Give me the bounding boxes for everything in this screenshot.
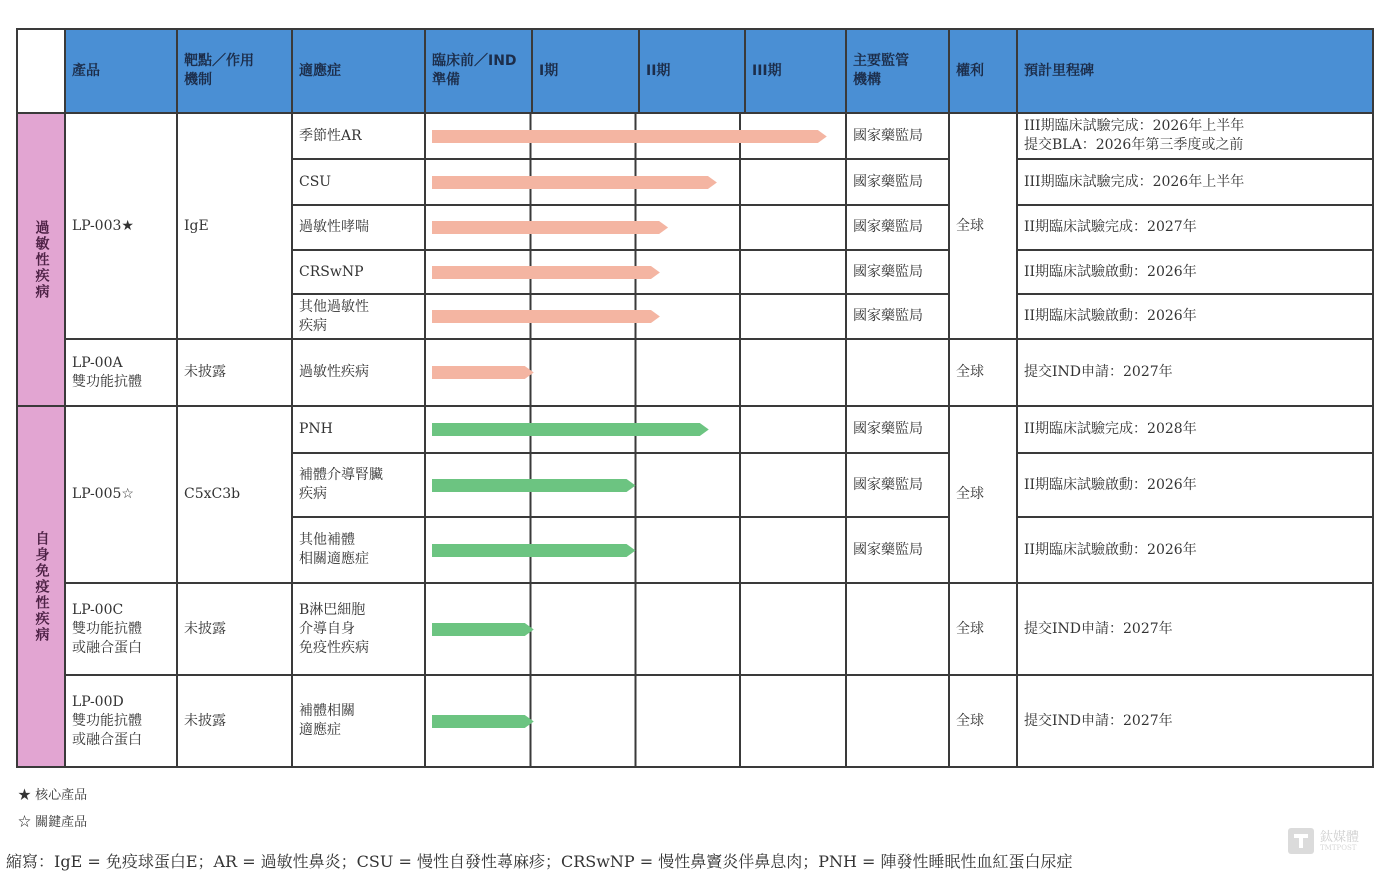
stage-progress-bar	[432, 479, 636, 492]
product-name: LP-003★	[65, 113, 177, 339]
stage-progress-cell	[425, 294, 846, 339]
indication-name: 其他過敏性 疾病	[292, 294, 425, 339]
therapeutic-area-cell	[17, 406, 65, 767]
therapeutic-area-label: 過敏性疾病	[33, 219, 50, 300]
stage-progress-bar	[432, 221, 668, 234]
regulator: 國家藥監局	[846, 205, 949, 250]
milestone: III期臨床試驗完成：2026年上半年 提交BLA：2026年第三季度或之前	[1017, 113, 1373, 159]
pipeline-row	[17, 406, 1373, 453]
indication-name: B淋巴細胞 介導自身 免疫性疾病	[292, 583, 425, 675]
stage-progress-bar	[432, 623, 534, 636]
stage-progress-arrow	[432, 422, 839, 437]
regulator: 國家藥監局	[846, 453, 949, 517]
indication-name: 過敏性疾病	[292, 339, 425, 406]
stage-progress-arrow	[432, 309, 839, 324]
rights: 全球	[949, 113, 1017, 339]
header-corner	[17, 29, 65, 113]
therapeutic-area-cell	[17, 113, 65, 406]
stage-progress-bar	[432, 544, 636, 557]
stage-progress-arrow	[432, 714, 839, 729]
stage-progress-bar	[432, 266, 660, 279]
watermark-sub: TMTPOST	[1320, 843, 1357, 852]
stage-progress-arrow	[432, 543, 839, 558]
product-target: 未披露	[177, 675, 292, 767]
stage-progress-cell	[425, 675, 846, 767]
stage-progress-cell	[425, 517, 846, 583]
stage-progress-arrow	[432, 129, 839, 144]
stage-progress-arrow	[432, 220, 839, 235]
milestone: II期臨床試驗完成：2028年	[1017, 406, 1373, 453]
product-name: LP-00A 雙功能抗體	[65, 339, 177, 406]
tmtpost-logo-icon	[1288, 828, 1314, 854]
rights: 全球	[949, 675, 1017, 767]
watermark-text: 鈦媒體	[1320, 829, 1360, 845]
stage-progress-cell	[425, 339, 846, 406]
regulator	[846, 583, 949, 675]
rights: 全球	[949, 583, 1017, 675]
indication-name: 其他補體 相關適應症	[292, 517, 425, 583]
stage-progress-bar	[432, 176, 717, 189]
stage-progress-arrow	[432, 175, 839, 190]
stage-progress-bar	[432, 715, 534, 728]
regulator: 國家藥監局	[846, 113, 949, 159]
stage-progress-cell	[425, 583, 846, 675]
pipeline-row	[17, 675, 1373, 767]
header-row	[17, 29, 1373, 113]
product-target: C5xC3b	[177, 406, 292, 583]
header-regulator: 主要監管 機構	[846, 29, 949, 113]
milestone: III期臨床試驗完成：2026年上半年	[1017, 159, 1373, 205]
abbreviations-note: 縮寫：IgE = 免疫球蛋白E；AR = 過敏性鼻炎；CSU = 慢性自發性蕁麻疹；CRSwNP = 慢性鼻竇炎伴鼻息肉；PNH = 陣發性睡眠性血紅蛋白尿症	[6, 852, 1073, 871]
pipeline-row	[17, 339, 1373, 406]
product-name: LP-00D 雙功能抗體 或融合蛋白	[65, 675, 177, 767]
indication-name: CSU	[292, 159, 425, 205]
product-name: LP-00C 雙功能抗體 或融合蛋白	[65, 583, 177, 675]
header-phase1: I期	[532, 29, 639, 113]
legend-key: ☆ 關鍵產品	[18, 815, 88, 830]
regulator: 國家藥監局	[846, 406, 949, 453]
milestone: II期臨床試驗啟動：2026年	[1017, 453, 1373, 517]
stage-progress-arrow	[432, 478, 839, 493]
indication-name: CRSwNP	[292, 250, 425, 294]
stage-progress-cell	[425, 205, 846, 250]
product-target: 未披露	[177, 583, 292, 675]
product-name: LP-005☆	[65, 406, 177, 583]
therapeutic-area-label: 自身免疫性疾病	[33, 530, 50, 643]
stage-progress-cell	[425, 453, 846, 517]
regulator: 國家藥監局	[846, 159, 949, 205]
product-target: IgE	[177, 113, 292, 339]
header-target: 靶點／作用 機制	[177, 29, 292, 113]
milestone: 提交IND申請：2027年	[1017, 583, 1373, 675]
regulator: 國家藥監局	[846, 294, 949, 339]
stage-progress-cell	[425, 406, 846, 453]
header-milestone: 預計里程碑	[1017, 29, 1373, 113]
product-target: 未披露	[177, 339, 292, 406]
milestone: II期臨床試驗完成：2027年	[1017, 205, 1373, 250]
indication-name: 補體介導腎臟 疾病	[292, 453, 425, 517]
stage-progress-arrow	[432, 622, 839, 637]
rights: 全球	[949, 406, 1017, 583]
milestone: 提交IND申請：2027年	[1017, 675, 1373, 767]
stage-progress-cell	[425, 113, 846, 159]
indication-name: 補體相關 適應症	[292, 675, 425, 767]
header-product: 產品	[65, 29, 177, 113]
stage-progress-bar	[432, 310, 660, 323]
regulator: 國家藥監局	[846, 517, 949, 583]
stage-progress-bar	[432, 130, 827, 143]
milestone: II期臨床試驗啟動：2026年	[1017, 250, 1373, 294]
stage-progress-bar	[432, 423, 709, 436]
stage-progress-cell	[425, 250, 846, 294]
header-rights: 權利	[949, 29, 1017, 113]
pipeline-body	[17, 113, 1373, 767]
stage-progress-arrow	[432, 365, 839, 380]
legend-core: ★ 核心產品	[18, 788, 88, 803]
rights: 全球	[949, 339, 1017, 406]
header-indication: 適應症	[292, 29, 425, 113]
stage-progress-bar	[432, 366, 534, 379]
stage-progress-cell	[425, 159, 846, 205]
header-phase3: III期	[745, 29, 846, 113]
milestone: II期臨床試驗啟動：2026年	[1017, 517, 1373, 583]
stage-progress-arrow	[432, 265, 839, 280]
pipeline-row	[17, 583, 1373, 675]
indication-name: 季節性AR	[292, 113, 425, 159]
milestone: II期臨床試驗啟動：2026年	[1017, 294, 1373, 339]
regulator: 國家藥監局	[846, 250, 949, 294]
header-phase2: II期	[639, 29, 745, 113]
regulator	[846, 675, 949, 767]
milestone: 提交IND申請：2027年	[1017, 339, 1373, 406]
pipeline-row	[17, 113, 1373, 159]
watermark-logo	[1288, 828, 1359, 854]
header-preclinical: 臨床前／IND 準備	[425, 29, 532, 113]
regulator	[846, 339, 949, 406]
indication-name: 過敏性哮喘	[292, 205, 425, 250]
pipeline-table	[16, 28, 1374, 768]
indication-name: PNH	[292, 406, 425, 453]
